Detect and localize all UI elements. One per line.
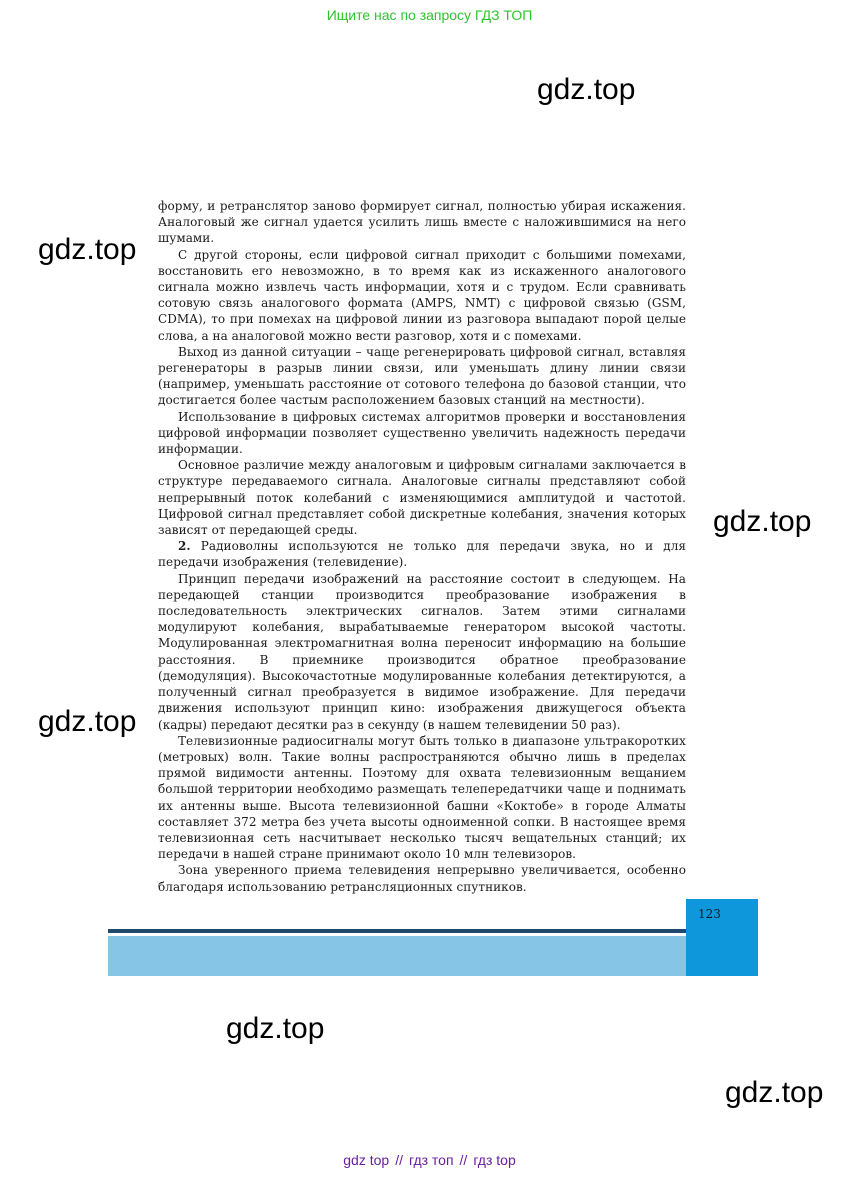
footer-rule-dark — [108, 929, 686, 933]
paragraph: Использование в цифровых системах алгоритмов проверки и восстановления цифровой информации позволяет существенно увеличить надежность передачи информации. — [158, 409, 686, 457]
watermark: gdz.top — [38, 705, 137, 738]
watermark: gdz.top — [537, 73, 636, 106]
bottom-links — [0, 1152, 859, 1168]
watermark: gdz.top — [226, 1012, 325, 1045]
page-number: 123 — [698, 907, 721, 921]
item-number: 2. — [178, 539, 191, 554]
paragraph-text: Радиоволны используются не только для передачи звука, но и для передачи изображения (телевидение). — [158, 539, 686, 570]
bottom-link[interactable]: гдз топ — [408, 1152, 454, 1168]
paragraph: С другой стороны, если цифровой сигнал приходит с большими помехами, восстановить его невозможно, в то время как из искаженного аналогового сигнала можно извлечь часть информации, хотя и с трудом. Если сравнивать сотовую связь аналогового формата (AMPS, NMT) с цифровой связью (GSM, CDMA), то при помехах на цифровой линии из разговора выпадают порой целые слова, а на аналоговой можно вести разговор, хотя и с помехами. — [158, 247, 686, 343]
paragraph: Зона уверенного приема телевидения непрерывно увеличивается, особенно благодаря использованию ретрансляционных спутников. — [158, 863, 686, 894]
footer-band — [108, 936, 686, 976]
paragraph-numbered — [158, 538, 686, 570]
paragraph: форму, и ретранслятор заново формирует сигнал, полностью убирая искажения. Аналоговый же сигнал удается усилить лишь вместе с наложившимися на него шумами. — [158, 199, 686, 246]
search-hint-link[interactable]: Ищите нас по запросу ГДЗ ТОП — [326, 7, 533, 23]
paragraph: Выход из данной ситуации – чаще регенерировать цифровой сигнал, вставляя регенераторы в разрыв линии связи, или уменьшать длину линии связи (например, уменьшать расстояние от сотового телефона до базовой станции, что достигается более частым расположением базовых станций на местности). — [158, 344, 686, 408]
link-separator: // — [395, 1152, 403, 1168]
paragraph: Основное различие между аналоговым и цифровым сигналами заключается в структуре передаваемого сигнала. Аналоговые сигналы представляют собой непрерывный поток колебаний с изменяющимися амплитудой и частотой. Цифровой сигнал представляет собой дискретные колебания, значения которых зависят от передающей среды. — [158, 458, 686, 538]
paragraph: Телевизионные радиосигналы могут быть только в диапазоне ультракоротких (метровых) волн. Такие волны распространяются обычно лишь в пределах прямой видимости антенны. Поэтому для охвата телевизионным вещанием большой территории необходимо размещать телепередатчики чаще и поднимать их антенны выше. Высота телевизионной башни «Коктобе» в городе Алматы составляет 372 метра без учета высоты одноименной сопки. В настоящее время телевизионная сеть насчитывает несколько тысяч вещательных станций; их передачи в нашей стране принимают около 10 млн телевизоров. — [158, 733, 686, 862]
watermark: gdz.top — [725, 1076, 824, 1109]
page-body-text — [158, 198, 686, 895]
page-number-box — [686, 899, 758, 976]
watermark: gdz.top — [713, 505, 812, 538]
watermark: gdz.top — [38, 233, 137, 266]
bottom-link[interactable]: гдз top — [473, 1152, 516, 1168]
paragraph: Принцип передачи изображений на расстояние состоит в следующем. На передающей станции производится преобразование изображения в последовательность электрических сигналов. Затем этими сигналами модулируют колебания, вырабатываемые генератором высокой частоты. Модулированная электромагнитная волна переносит информацию на большие расстояния. В приемнике производится обратное преобразование (демодуляция). Высокочастотные модулированные колебания детектируются, а полученный сигнал преобразуется в видимое изображение. Для передачи движения используют принцип кино: изображения движущегося объекта (кадры) передают десятки раз в секунду (в нашем телевидении 50 раз). — [158, 571, 686, 732]
link-separator: // — [459, 1152, 468, 1168]
bottom-link[interactable]: gdz top — [343, 1152, 390, 1168]
